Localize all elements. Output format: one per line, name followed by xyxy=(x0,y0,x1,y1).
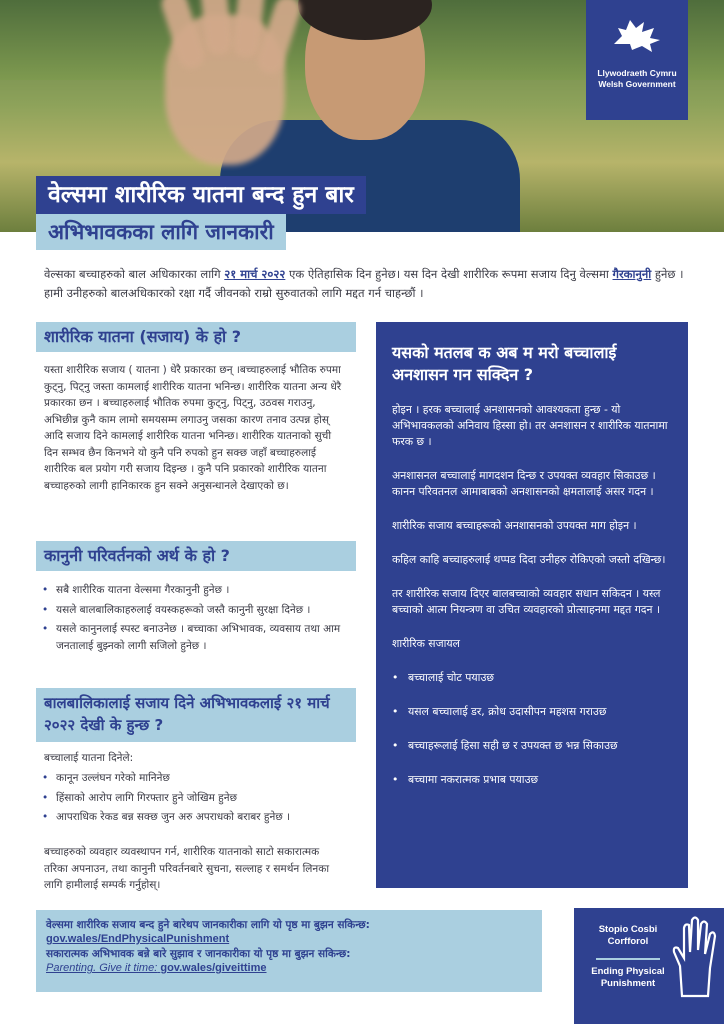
list-item: • बच्चाहरूलाई हिसा सही छ र उपयक्त छ भन्न सिकाउछ xyxy=(392,738,672,754)
list-item: • यसले बालबालिकाहरुलाई वयस्कहरूको जस्तै कानुनी सुरक्षा दिनेछ । xyxy=(40,602,345,619)
list-item: • बच्चालाई चोट पयाउछ xyxy=(392,670,672,686)
intro-text: हुनेछ । हामी उनीहरुको बालअधिकारको रक्षा गर्दै जीवनको राम्रो सुरुवातको लागि मद्दत गर्न चाहन्छौं । xyxy=(44,267,684,300)
dragon-icon xyxy=(610,14,664,54)
list-item: • यसल बच्चालाई डर, क्रोध उदासीपन महशस गराउछ xyxy=(392,704,672,720)
welsh-government-logo xyxy=(586,0,688,120)
list-item: • सबै शारीरिक यातना वेल्समा गैरकानुनी हुनेछ । xyxy=(40,582,345,599)
what-happens-closing: बच्चाहरुको व्यवहार व्यवस्थापन गर्न, शारीरिक यातनाको साटो सकारात्मक तरिका अपनाउन, तथा कानुनी परिवर्तनबारे सुचना, सल्लाह र समर्थन लिनका लागि हामीलाई सम्पर्क गर्नुहोस्। xyxy=(44,846,330,891)
discipline-paragraph: होइन । हरक बच्चालाई अनशासनको आवश्यकता हुन्छ - यो अभिभावकलको अनिवाय हिस्सा हो। तर अनशासन र शारीरिक यातनामा फरक छ । xyxy=(392,403,668,448)
what-happens-lead: बच्चालाई यातना दिनेले: xyxy=(44,752,134,764)
logo-welsh-line: Corfforol xyxy=(607,936,649,947)
discipline-paragraph: अनशासनल बच्चालाई मागदशन दिन्छ र उपयक्त व्यवहार सिकाउछ । कानन परिवतनल आमाबाबको अनशासनको क्षमतालाई असर गदन । xyxy=(392,469,656,498)
logo-divider xyxy=(596,958,660,960)
list-item: • बच्चामा नकरात्मक प्रभाब पयाउछ xyxy=(392,772,672,788)
list-item: • हिंसाको आरोप लागि गिरफ्तार हुने जोखिम हुनेछ xyxy=(40,790,345,807)
page-subtitle: अभिभावकका लागि जानकारी xyxy=(36,214,286,250)
list-item: • आपराधिक रेकड बन्न सक्छ जुन अरु अपराधको बराबर हुनेछ । xyxy=(40,809,345,826)
list-item: • यसले कानुनलाई स्पस्ट बनाउनेछ । बच्चाका अभिभावक, व्यवसाय तथा आम जनतालाई बुझ्नको लागी सजिलो हुनेछ । xyxy=(40,621,345,654)
section-heading-what-happens: बालबालिकालाई सजाय दिने अभिभावकलाई २१ मार्च २०२२ देखी के हुन्छ ? xyxy=(36,688,356,742)
discipline-paragraph: तर शारीरिक सजाय दिएर बालबच्चाको व्यवहार सधान सकिदन । यस्ल बच्चाको आत्म नियन्त्रण वा उचित व्यवहारको प्रोत्साहनमा मद्दत गदन । xyxy=(392,587,661,616)
logo-welsh-line: Stopio Cosbi xyxy=(598,924,658,935)
hand-icon xyxy=(672,916,720,998)
intro-paragraph xyxy=(44,265,684,303)
effects-list xyxy=(392,670,672,788)
discipline-info-box xyxy=(376,322,688,888)
footer-info-text: वेल्समा शारीरिक सजाय बन्द हुने बारेथप जानकारीका लागि यो पृष्ठ मा बुझन सकिन्छ: xyxy=(46,919,370,931)
discipline-heading: यसको मतलब क अब म मरो बच्चालाई अनशासन गन सक्दिन ? xyxy=(392,343,617,384)
intro-text: वेल्सका बच्चाहरुको बाल अधिकारका लागि xyxy=(44,267,225,281)
give-it-time-link[interactable] xyxy=(46,961,532,976)
discipline-paragraph: शारीरिक सजायल xyxy=(392,637,460,650)
discipline-paragraph: शारीरिक सजाय बच्चाहरूको अनशासनको उपयक्त माग होइन । xyxy=(392,519,637,532)
logo-english-text xyxy=(582,966,674,990)
logo-welsh-text xyxy=(582,924,674,948)
give-it-time-url: gov.wales/giveittime xyxy=(160,962,267,974)
what-happens-list xyxy=(40,770,345,829)
section-body-what-is-punishment: यस्ता शारीरिक सजाय ( यातना ) धेरै प्रकारका छन् ।बच्चाहरुलाई भौतिक रुपमा कुट्नु, पिट्नु जस्ता कामलाई शारीरिक यातना भनिन्छ। शारीरिक यातना अन्य धेरै प्रकारका छन । बच्चाहरुलाई भौतिक रुपमा कुट्नु, पिट्नु, उठवस गराउनु, अभिछीन्न कुनै काम लामो समयसम्म लगाउनु जसका कारण तनाव उत्पन्न होस् आदि सजाय दिने कामलाई शारीरिक यातना भनिन्छ। शारीरिक यातनाको सुची दिन सम्भव छैन किनभने यो कुनै पनि रुपको हुन सक्छ जहाँ बच्चाहरुलाई शारीरिक बल प्रयोग गरी सजाय दिइन्छ । कुनै पनि प्रकारको शारीरिक यातना बच्चाहरुको लागी हानिकारक हुन सक्ने अनुसन्धानले देखाएको छ। xyxy=(44,364,342,492)
list-item: • कानून उल्लंघन गरेको मानिनेछ xyxy=(40,770,345,787)
section-heading-what-is-punishment: शारीरिक यातना (सजाय) के हो ? xyxy=(36,322,356,352)
end-punishment-link[interactable]: gov.wales/EndPhysicalPunishment xyxy=(46,933,230,945)
law-change-list xyxy=(40,582,345,657)
parenting-slogan: Parenting. Give it time: xyxy=(46,962,158,974)
footer-info-text: सकारात्मक अभिभावक बन्ने बारे सुझाव र जानकारीका यो पृष्ठ मा बुझन सकिन्छ: xyxy=(46,948,351,960)
section-heading-law-change: कानुनी परिवर्तनको अर्थ के हो ? xyxy=(36,541,356,571)
discipline-paragraph: कहिल काहि बच्चाहरुलाई थप्पड दिदा उनीहरु रोकिएको जस्तो दखिन्छ। xyxy=(392,553,666,566)
intro-text: एक ऐतिहासिक दिन हुनेछ। यस दिन देखी शारीरिक रूपमा सजाय दिनु वेल्समा xyxy=(285,267,613,281)
page-title: वेल्समा शारीरिक यातना बन्द हुन बार xyxy=(36,176,366,214)
ending-physical-punishment-logo xyxy=(574,908,724,1024)
intro-date: २१ मार्च २०२२ xyxy=(224,267,286,281)
footer-info-box xyxy=(36,910,542,992)
logo-english-name: Welsh Government xyxy=(598,79,676,89)
logo-english-line: Punishment xyxy=(600,978,656,989)
logo-welsh-name: Llywodraeth Cymru xyxy=(597,68,677,78)
intro-illegal: गैरकानुनी xyxy=(612,267,652,281)
logo-english-line: Ending Physical xyxy=(591,966,665,977)
